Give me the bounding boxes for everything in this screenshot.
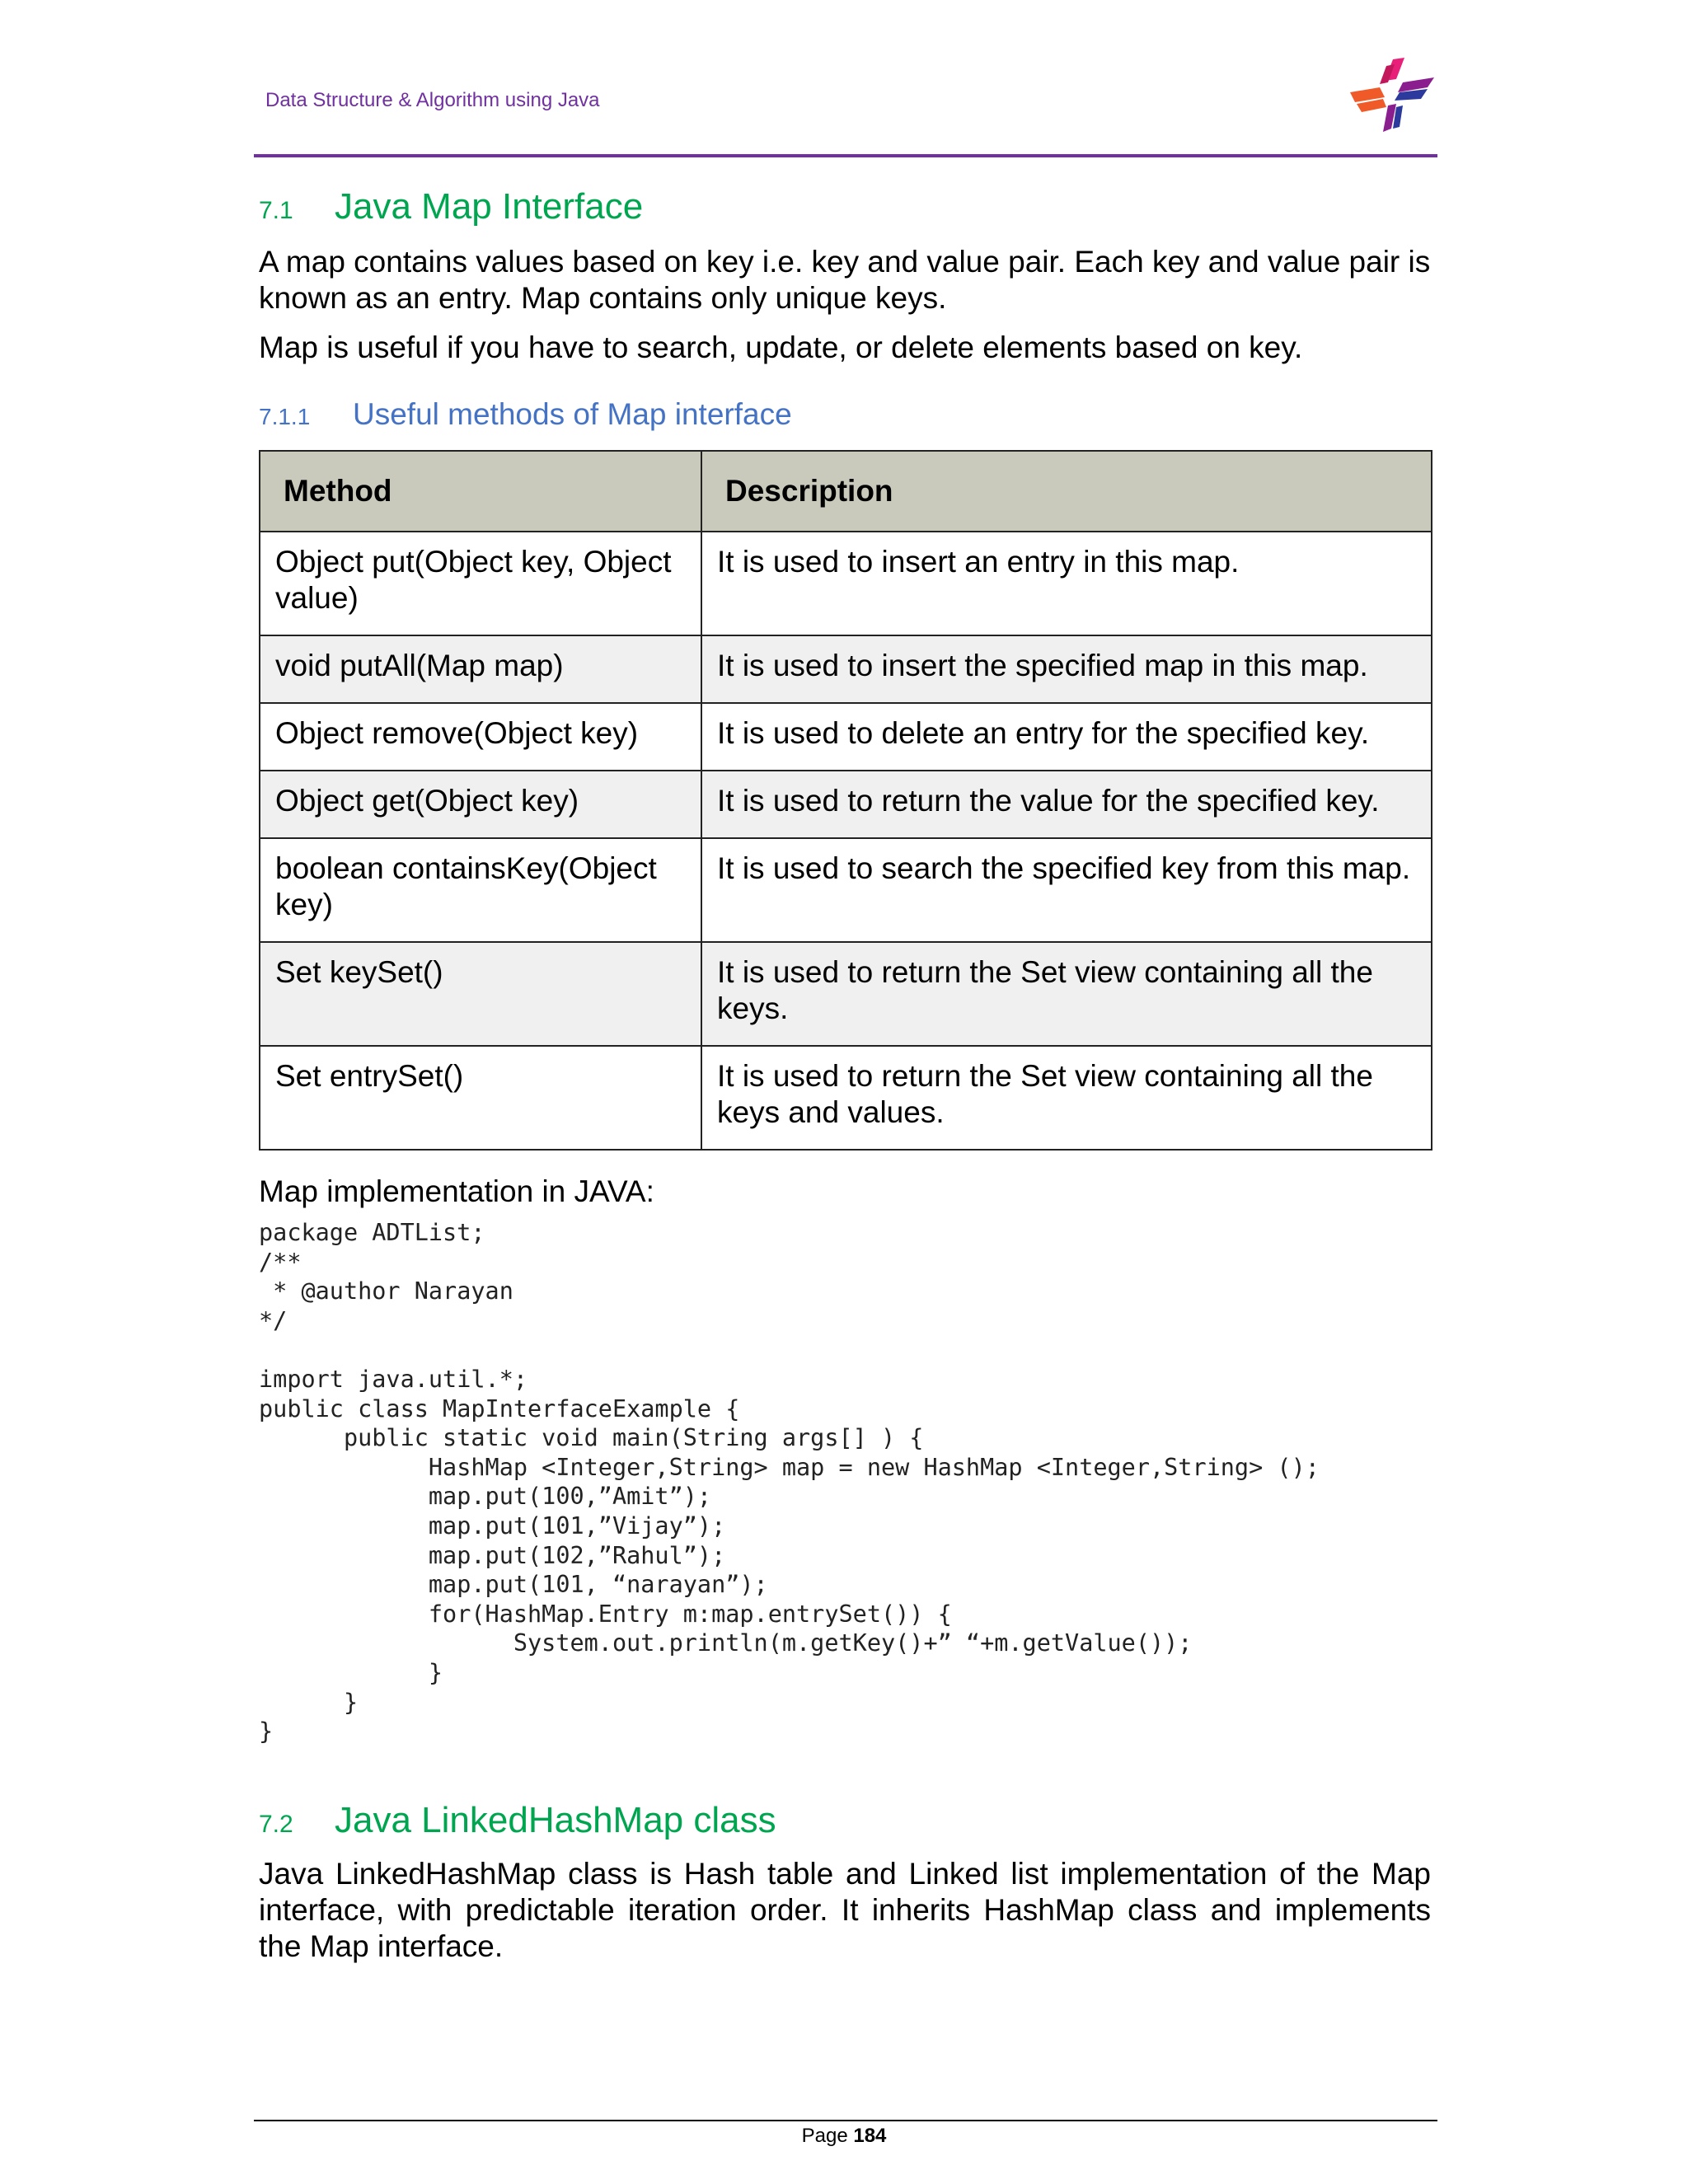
method-cell: Object put(Object key, Object value) [260,532,701,635]
logo-petal-right [1398,77,1434,92]
description-cell: It is used to delete an entry for the specified key. [701,703,1432,771]
description-cell: It is used to insert an entry in this map. [701,532,1432,635]
section-number: 7.1 [259,197,293,224]
subsection-number: 7.1.1 [259,404,311,429]
description-cell: It is used to search the specified key from this map. [701,838,1432,942]
method-cell: Set keySet() [260,942,701,1046]
map-intro-paragraph: A map contains values based on key i.e. key and value pair. Each key and value pair is known as an entry. Map contains only unique keys. [259,245,1431,315]
page-label: Page [801,2125,848,2147]
header-description: Description [701,451,1432,532]
linkedhashmap-paragraph: Java LinkedHashMap class is Hash table and Linked list implementation of the Map interface, with predictable iteration order. It inherits HashMap class and implements the Map interface. [259,1857,1431,1963]
description-cell: It is used to return the value for the specified key. [701,771,1432,838]
section-title: Java Map Interface [335,186,644,227]
footer-rule [254,2120,1437,2121]
method-cell: Object remove(Object key) [260,703,701,771]
table-row [260,703,1432,771]
description-cell: It is used to return the Set view containing all the keys. [701,942,1432,1046]
table-row [260,1046,1432,1150]
logo-icon [1345,54,1437,137]
page-footer [0,2125,1688,2148]
map-use-paragraph: Map is useful if you have to search, update, or delete elements based on key. [259,330,1303,364]
method-cell: boolean containsKey(Object key) [260,838,701,942]
section-number: 7.2 [259,1811,293,1838]
table-row [260,771,1432,838]
implementation-label: Map implementation in JAVA: [259,1174,654,1208]
method-cell: void putAll(Map map) [260,635,701,703]
header-rule [254,154,1437,157]
method-cell: Set entrySet() [260,1046,701,1150]
section-title: Java LinkedHashMap class [335,1800,776,1840]
header-method: Method [260,451,701,532]
table-row [260,635,1432,703]
method-cell: Object get(Object key) [260,771,701,838]
description-cell: It is used to insert the specified map in this map. [701,635,1432,703]
table-row [260,838,1432,942]
section-7-1-heading [259,186,643,227]
page-number: 184 [853,2125,887,2147]
table-row [260,532,1432,635]
code-block: package ADTList; /** * @author Narayan */ import java.util.*; public class MapInterfaceExample { public static void main(String args[] ) { HashMap <Integer,String> map = new HashMap <Integer,String> (); map.put(100,”Amit”); map.put(101,”Vijay”); map.put(102,”Rahul”); map.put(101, “narayan”); for(HashMap.Entry m:map.entrySet()) { System.out.println(m.getKey()+” “+m.getValue()); } } } [259,1219,1320,1746]
subsection-title: Useful methods of Map interface [353,397,792,431]
description-cell: It is used to return the Set view containing all the keys and values. [701,1046,1432,1150]
header-title: Data Structure & Algorithm using Java [265,89,600,111]
section-7-2-heading [259,1800,776,1841]
methods-table [259,450,1432,1151]
section-7-1-1-heading [259,397,792,432]
table-header-row [260,451,1432,532]
table-row [260,942,1432,1046]
